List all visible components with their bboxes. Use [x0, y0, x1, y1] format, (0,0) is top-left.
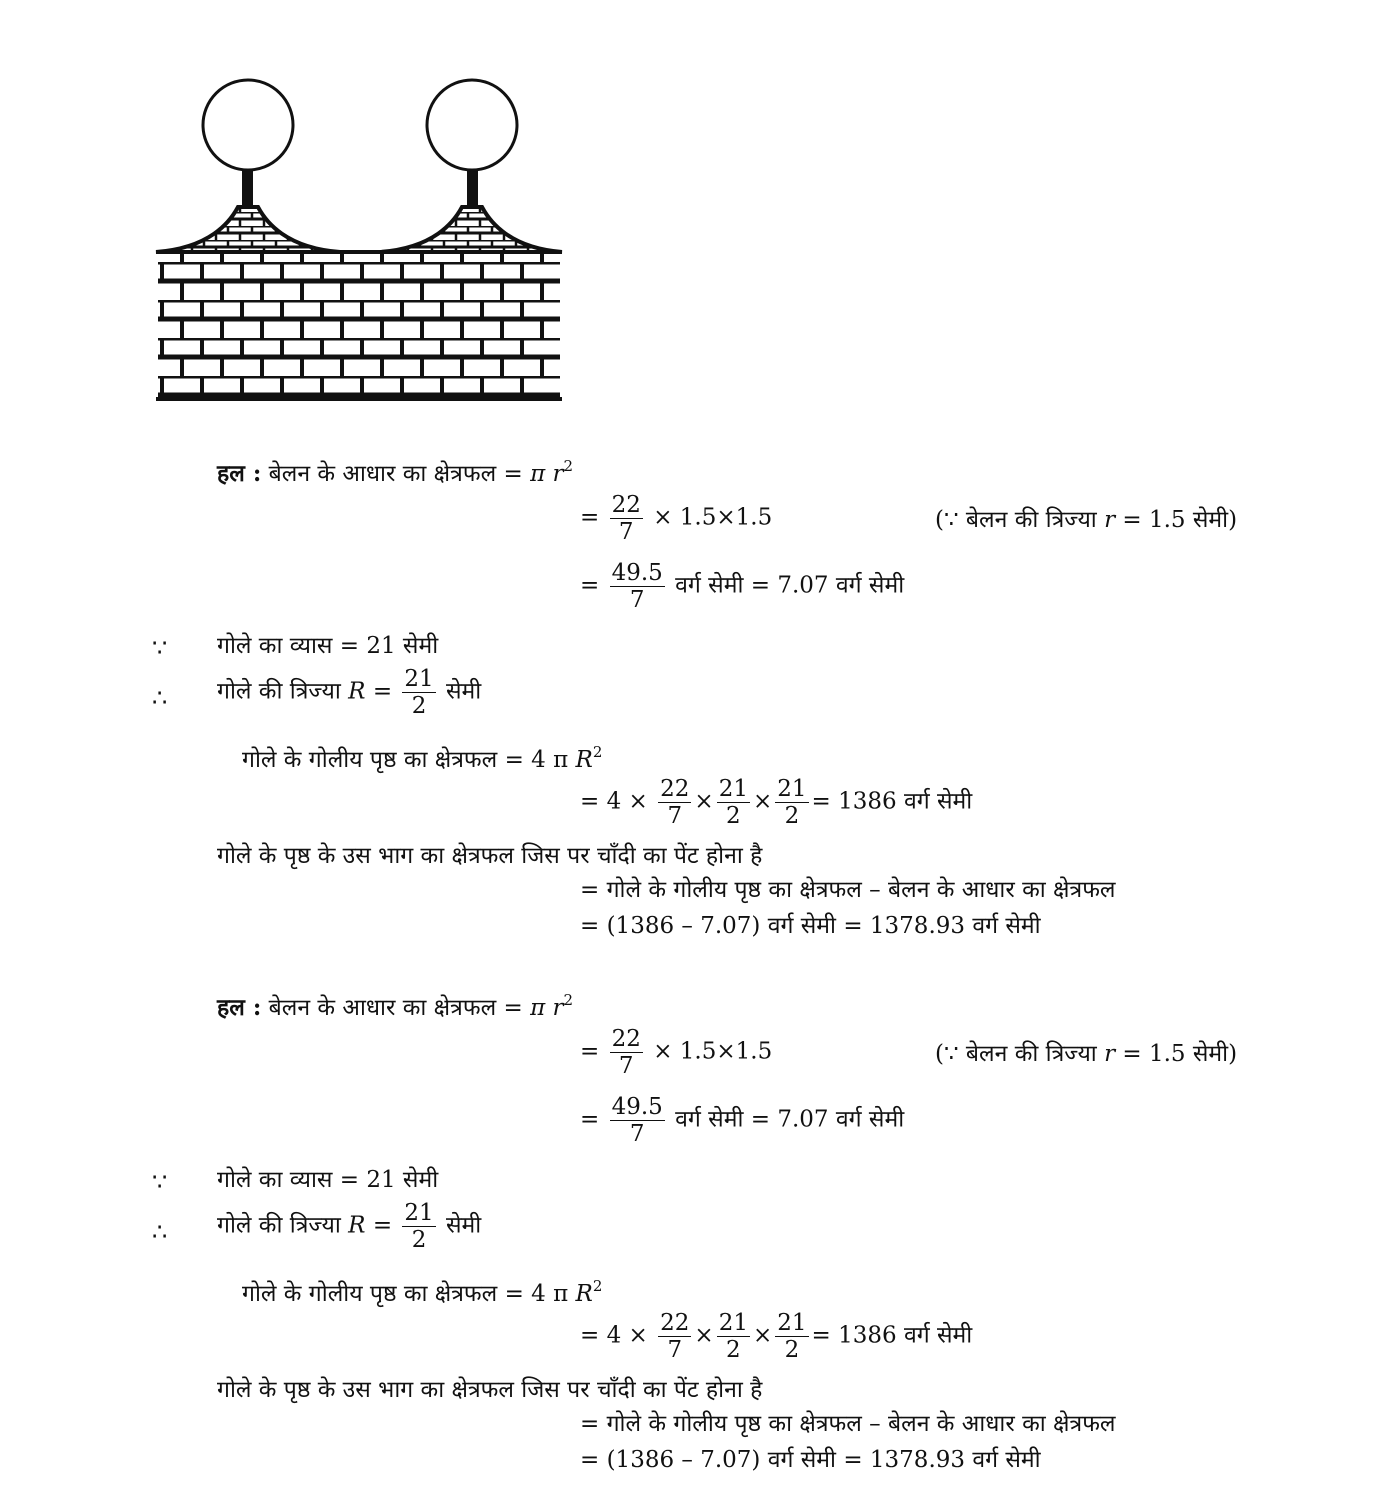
because-symbol: ∵ — [152, 634, 168, 662]
difference-line-2: = गोले के गोलीय पृष्ठ का क्षेत्रफल – बेलन के आधार का क्षेत्रफल — [580, 1411, 1116, 1437]
right-mound — [380, 207, 562, 252]
left-mound — [156, 207, 340, 252]
fraction-22-7: $\frac{22}{7}$ — [611, 492, 641, 545]
diameter-line-2: गोले का व्यास = 21 सेमी — [217, 1167, 439, 1193]
base-area-label: बेलन के आधार का क्षेत्रफल — [268, 461, 497, 487]
right-cylinder-stand — [467, 170, 478, 208]
base-area-step-1-2: = $\frac{22}{7}$ × 1.5×1.5 — [580, 1026, 773, 1079]
base-area-step-2-2: = $\frac{49.5}{7}$ वर्ग सेमी = 7.07 वर्ग सेमी — [580, 1094, 905, 1147]
solution-heading-line-2: हल : बेलन के आधार का क्षेत्रफल = π $r^2$ — [217, 991, 574, 1021]
sphere-radius-line: गोले की त्रिज्या R = $\frac{21}{2}$ सेमी — [217, 666, 482, 719]
brick-wall — [158, 252, 560, 399]
fraction-21-2: $\frac{21}{2}$ — [404, 666, 434, 719]
final-result-line: = (1386 – 7.07) वर्ग सेमी = 1378.93 वर्ग सेमी — [580, 913, 1041, 939]
base-area-step-2: = $\frac{49.5}{7}$ वर्ग सेमी = 7.07 वर्ग सेमी — [580, 560, 905, 613]
base-area-step-1: = $\frac{22}{7}$ × 1.5×1.5 — [580, 492, 773, 545]
left-sphere — [203, 80, 293, 170]
final-result-line-2: = (1386 – 7.07) वर्ग सेमी = 1378.93 वर्ग सेमी — [580, 1447, 1041, 1473]
sphere-area-calculation: = 4 × $\frac{22}{7}$ × $\frac{21}{2}$ × $\frac{21}{2}$ = 1386 वर्ग सेमी — [580, 776, 973, 829]
painted-part-label-2: गोले के पृष्ठ के उस भाग का क्षेत्रफल जिस पर चाँदी का पेंट होना है — [217, 1377, 763, 1403]
painted-part-label: गोले के पृष्ठ के उस भाग का क्षेत्रफल जिस पर चाँदी का पेंट होना है — [217, 843, 763, 869]
sphere-radius-line-2: गोले की त्रिज्या R = $\frac{21}{2}$ सेमी — [217, 1200, 482, 1253]
left-cylinder-stand — [242, 170, 253, 208]
difference-line: = गोले के गोलीय पृष्ठ का क्षेत्रफल – बेलन के आधार का क्षेत्रफल — [580, 877, 1116, 903]
diameter-line: गोले का व्यास = 21 सेमी — [217, 633, 439, 659]
sphere-surface-area-line-2: गोले के गोलीय पृष्ठ का क्षेत्रफल = 4 π $R^2$ — [242, 1277, 603, 1307]
because-symbol-2: ∵ — [152, 1168, 168, 1196]
wall-with-spheres-figure — [150, 72, 570, 407]
solution-heading-line: हल : बेलन के आधार का क्षेत्रफल = π $r^2$ — [217, 457, 574, 487]
radius-note: (∵ बेलन की त्रिज्या r = 1.5 सेमी) — [935, 507, 1238, 533]
sphere-surface-area-line: गोले के गोलीय पृष्ठ का क्षेत्रफल = 4 π $R^2$ — [242, 743, 603, 773]
radius-note-2: (∵ बेलन की त्रिज्या r = 1.5 सेमी) — [935, 1041, 1238, 1067]
fraction-49.5-7: $\frac{49.5}{7}$ — [611, 560, 663, 613]
therefore-symbol: ∴ — [152, 684, 168, 712]
right-sphere — [427, 80, 517, 170]
hal-label: हल : — [217, 460, 262, 487]
sphere-area-calculation-2: = 4 × $\frac{22}{7}$ × $\frac{21}{2}$ × $\frac{21}{2}$ = 1386 वर्ग सेमी — [580, 1310, 973, 1363]
therefore-symbol-2: ∴ — [152, 1218, 168, 1246]
